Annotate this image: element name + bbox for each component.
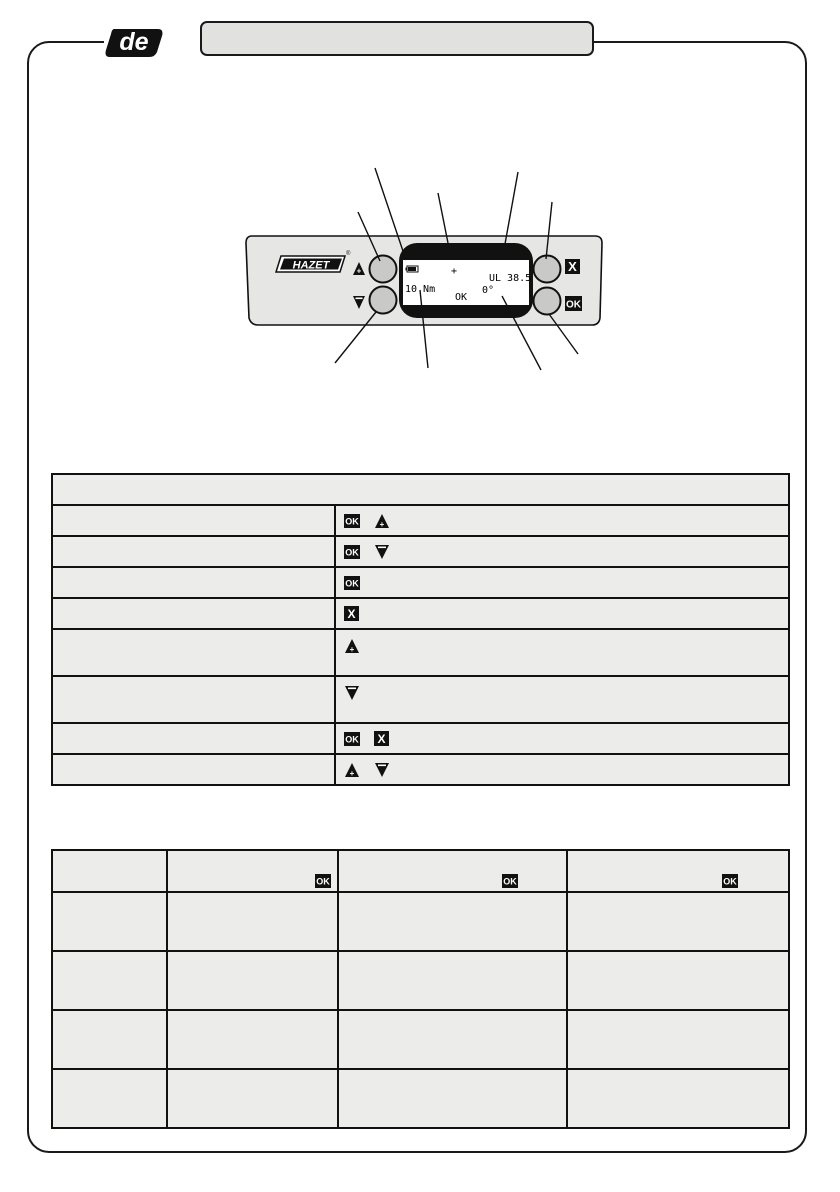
torque-readout: 10 Nm bbox=[405, 284, 436, 295]
language-badge bbox=[104, 27, 164, 59]
results-cell bbox=[52, 951, 167, 1010]
results-table bbox=[51, 849, 790, 1129]
ok-icon bbox=[315, 874, 331, 888]
direction-indicator: + bbox=[451, 266, 458, 277]
minus-icon bbox=[374, 762, 390, 778]
results-cell bbox=[52, 1010, 167, 1069]
results-cell bbox=[167, 1069, 338, 1128]
results-cell bbox=[567, 951, 789, 1010]
limit-readout: UL 38.5 bbox=[489, 273, 532, 284]
plus-button[interactable] bbox=[370, 256, 397, 283]
svg-text:X: X bbox=[568, 259, 577, 274]
ok-button[interactable] bbox=[534, 288, 561, 315]
controls-table bbox=[51, 473, 790, 786]
svg-text:+: + bbox=[356, 266, 362, 276]
minus-icon bbox=[344, 685, 360, 701]
ok-icon bbox=[722, 874, 738, 888]
svg-text:OK: OK bbox=[566, 299, 581, 311]
page-title-tab bbox=[200, 21, 594, 56]
cancel-icon bbox=[344, 606, 359, 621]
table-row bbox=[52, 892, 789, 951]
results-cell bbox=[167, 1010, 338, 1069]
cancel-icon bbox=[374, 731, 389, 746]
table-row bbox=[52, 1010, 789, 1069]
controls-label bbox=[52, 723, 335, 754]
table-row bbox=[52, 598, 789, 629]
svg-text:OK: OK bbox=[345, 734, 359, 744]
svg-text:X: X bbox=[377, 732, 386, 746]
svg-text:OK: OK bbox=[345, 547, 359, 557]
plus-icon bbox=[344, 762, 360, 778]
controls-label bbox=[52, 505, 335, 536]
minus-icon bbox=[374, 544, 390, 560]
svg-text:+: + bbox=[349, 768, 355, 778]
results-header-row bbox=[52, 850, 789, 892]
registered-mark: ® bbox=[346, 251, 351, 257]
angle-readout: 0° bbox=[482, 285, 495, 296]
results-cell bbox=[52, 1069, 167, 1128]
device-illustration bbox=[0, 0, 840, 400]
language-code: de bbox=[119, 28, 149, 56]
svg-text:OK: OK bbox=[316, 876, 330, 887]
ok-icon bbox=[344, 732, 360, 746]
brand-name: HAZET bbox=[292, 259, 330, 272]
ok-icon bbox=[502, 874, 518, 888]
results-cell bbox=[567, 1010, 789, 1069]
results-cell bbox=[338, 951, 567, 1010]
status-readout: OK bbox=[455, 292, 468, 303]
table-row bbox=[52, 676, 789, 723]
table-row bbox=[52, 951, 789, 1010]
table-row bbox=[52, 536, 789, 567]
controls-label bbox=[52, 598, 335, 629]
results-cell bbox=[167, 892, 338, 951]
results-cell bbox=[338, 1069, 567, 1128]
results-cell bbox=[338, 1010, 567, 1069]
svg-text:OK: OK bbox=[345, 578, 359, 588]
svg-text:+: + bbox=[349, 645, 355, 654]
svg-text:OK: OK bbox=[345, 516, 359, 526]
controls-label bbox=[52, 629, 335, 676]
table-row bbox=[52, 629, 789, 676]
svg-text:OK: OK bbox=[503, 876, 517, 887]
results-cell bbox=[52, 892, 167, 951]
table-row bbox=[52, 754, 789, 785]
table-row bbox=[52, 1069, 789, 1128]
svg-text:X: X bbox=[347, 607, 356, 621]
controls-table-header bbox=[52, 474, 789, 505]
cancel-icon bbox=[565, 259, 580, 274]
controls-label bbox=[52, 567, 335, 598]
table-row bbox=[52, 723, 789, 754]
minus-button[interactable] bbox=[370, 287, 397, 314]
controls-label bbox=[52, 536, 335, 567]
ok-icon bbox=[344, 576, 360, 590]
cancel-button[interactable] bbox=[534, 256, 561, 283]
results-cell bbox=[338, 892, 567, 951]
table-row bbox=[52, 567, 789, 598]
svg-text:+: + bbox=[379, 519, 385, 529]
svg-text:OK: OK bbox=[723, 876, 737, 887]
results-cell bbox=[567, 892, 789, 951]
results-cell bbox=[567, 1069, 789, 1128]
ok-icon bbox=[565, 296, 582, 311]
results-header-cell bbox=[52, 850, 167, 892]
plus-icon bbox=[344, 638, 360, 654]
ok-icon bbox=[344, 545, 360, 559]
controls-label bbox=[52, 676, 335, 723]
results-cell bbox=[167, 951, 338, 1010]
ok-icon bbox=[344, 514, 360, 528]
controls-label bbox=[52, 754, 335, 785]
table-row bbox=[52, 505, 789, 536]
plus-icon bbox=[374, 513, 390, 529]
